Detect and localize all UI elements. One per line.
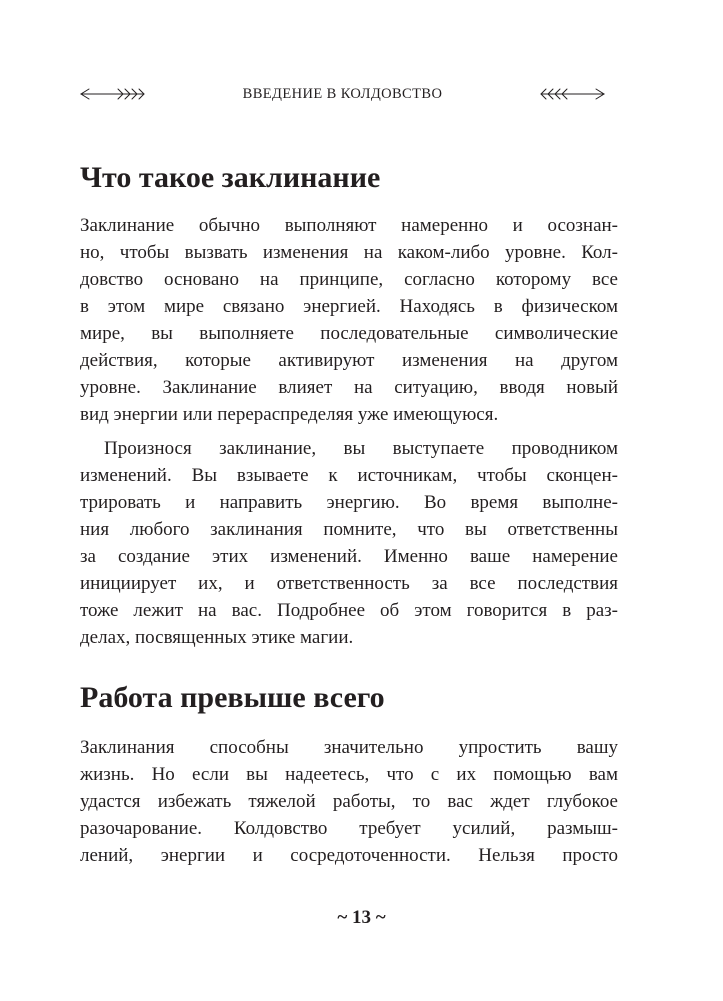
text-line: разочарование. Колдовство требует усилий, размыш- xyxy=(80,818,618,839)
text-line: в этом мире связано энергией. Находясь в физическом xyxy=(80,296,618,317)
text-line: инициирует их, и ответственность за все последствия xyxy=(80,573,618,594)
section-heading: Работа превыше всего xyxy=(80,681,385,714)
text-line: Произнося заклинание, вы выступаете проводником xyxy=(104,438,618,459)
text-line: жизнь. Но если вы надеетесь, что с их помощью вам xyxy=(80,764,618,785)
text-line: Заклинания способны значительно упростить вашу xyxy=(80,737,618,758)
text-line: за создание этих изменений. Именно ваше намерение xyxy=(80,546,618,567)
text-line: трировать и направить энергию. Во время выполне- xyxy=(80,492,618,513)
text-line: тоже лежит на вас. Подробнее об этом говорится в раз- xyxy=(80,600,618,621)
text-line: Заклинание обычно выполняют намеренно и осознан- xyxy=(80,215,618,236)
text-line: вид энергии или перераспределяя уже имеющуюся. xyxy=(80,404,499,425)
text-line: довство основано на принципе, согласно которому все xyxy=(80,269,618,290)
text-line: мире, вы выполняете последовательные символические xyxy=(80,323,618,344)
section-heading: Что такое заклинание xyxy=(80,161,381,194)
text-line: изменений. Вы взываете к источникам, чтобы сконцен- xyxy=(80,465,618,486)
running-head xyxy=(80,84,605,104)
arrow-ornament-right-icon xyxy=(539,86,605,102)
text-line: но, чтобы вызвать изменения на каком-либо уровне. Кол- xyxy=(80,242,618,263)
text-line: действия, которые активируют изменения на другом xyxy=(80,350,618,371)
text-line: уровне. Заклинание влияет на ситуацию, вводя новый xyxy=(80,377,618,398)
text-line: удастся избежать тяжелой работы, то вас ждет глубокое xyxy=(80,791,618,812)
text-line: лений, энергии и сосредоточенности. Нельзя просто xyxy=(80,845,618,866)
running-head-title: ВВЕДЕНИЕ В КОЛДОВСТВО xyxy=(242,86,443,102)
text-line: делах, посвященных этике магии. xyxy=(80,627,354,648)
page-number: ~ 13 ~ xyxy=(337,907,386,928)
text-line: ния любого заклинания помните, что вы ответственны xyxy=(80,519,618,540)
